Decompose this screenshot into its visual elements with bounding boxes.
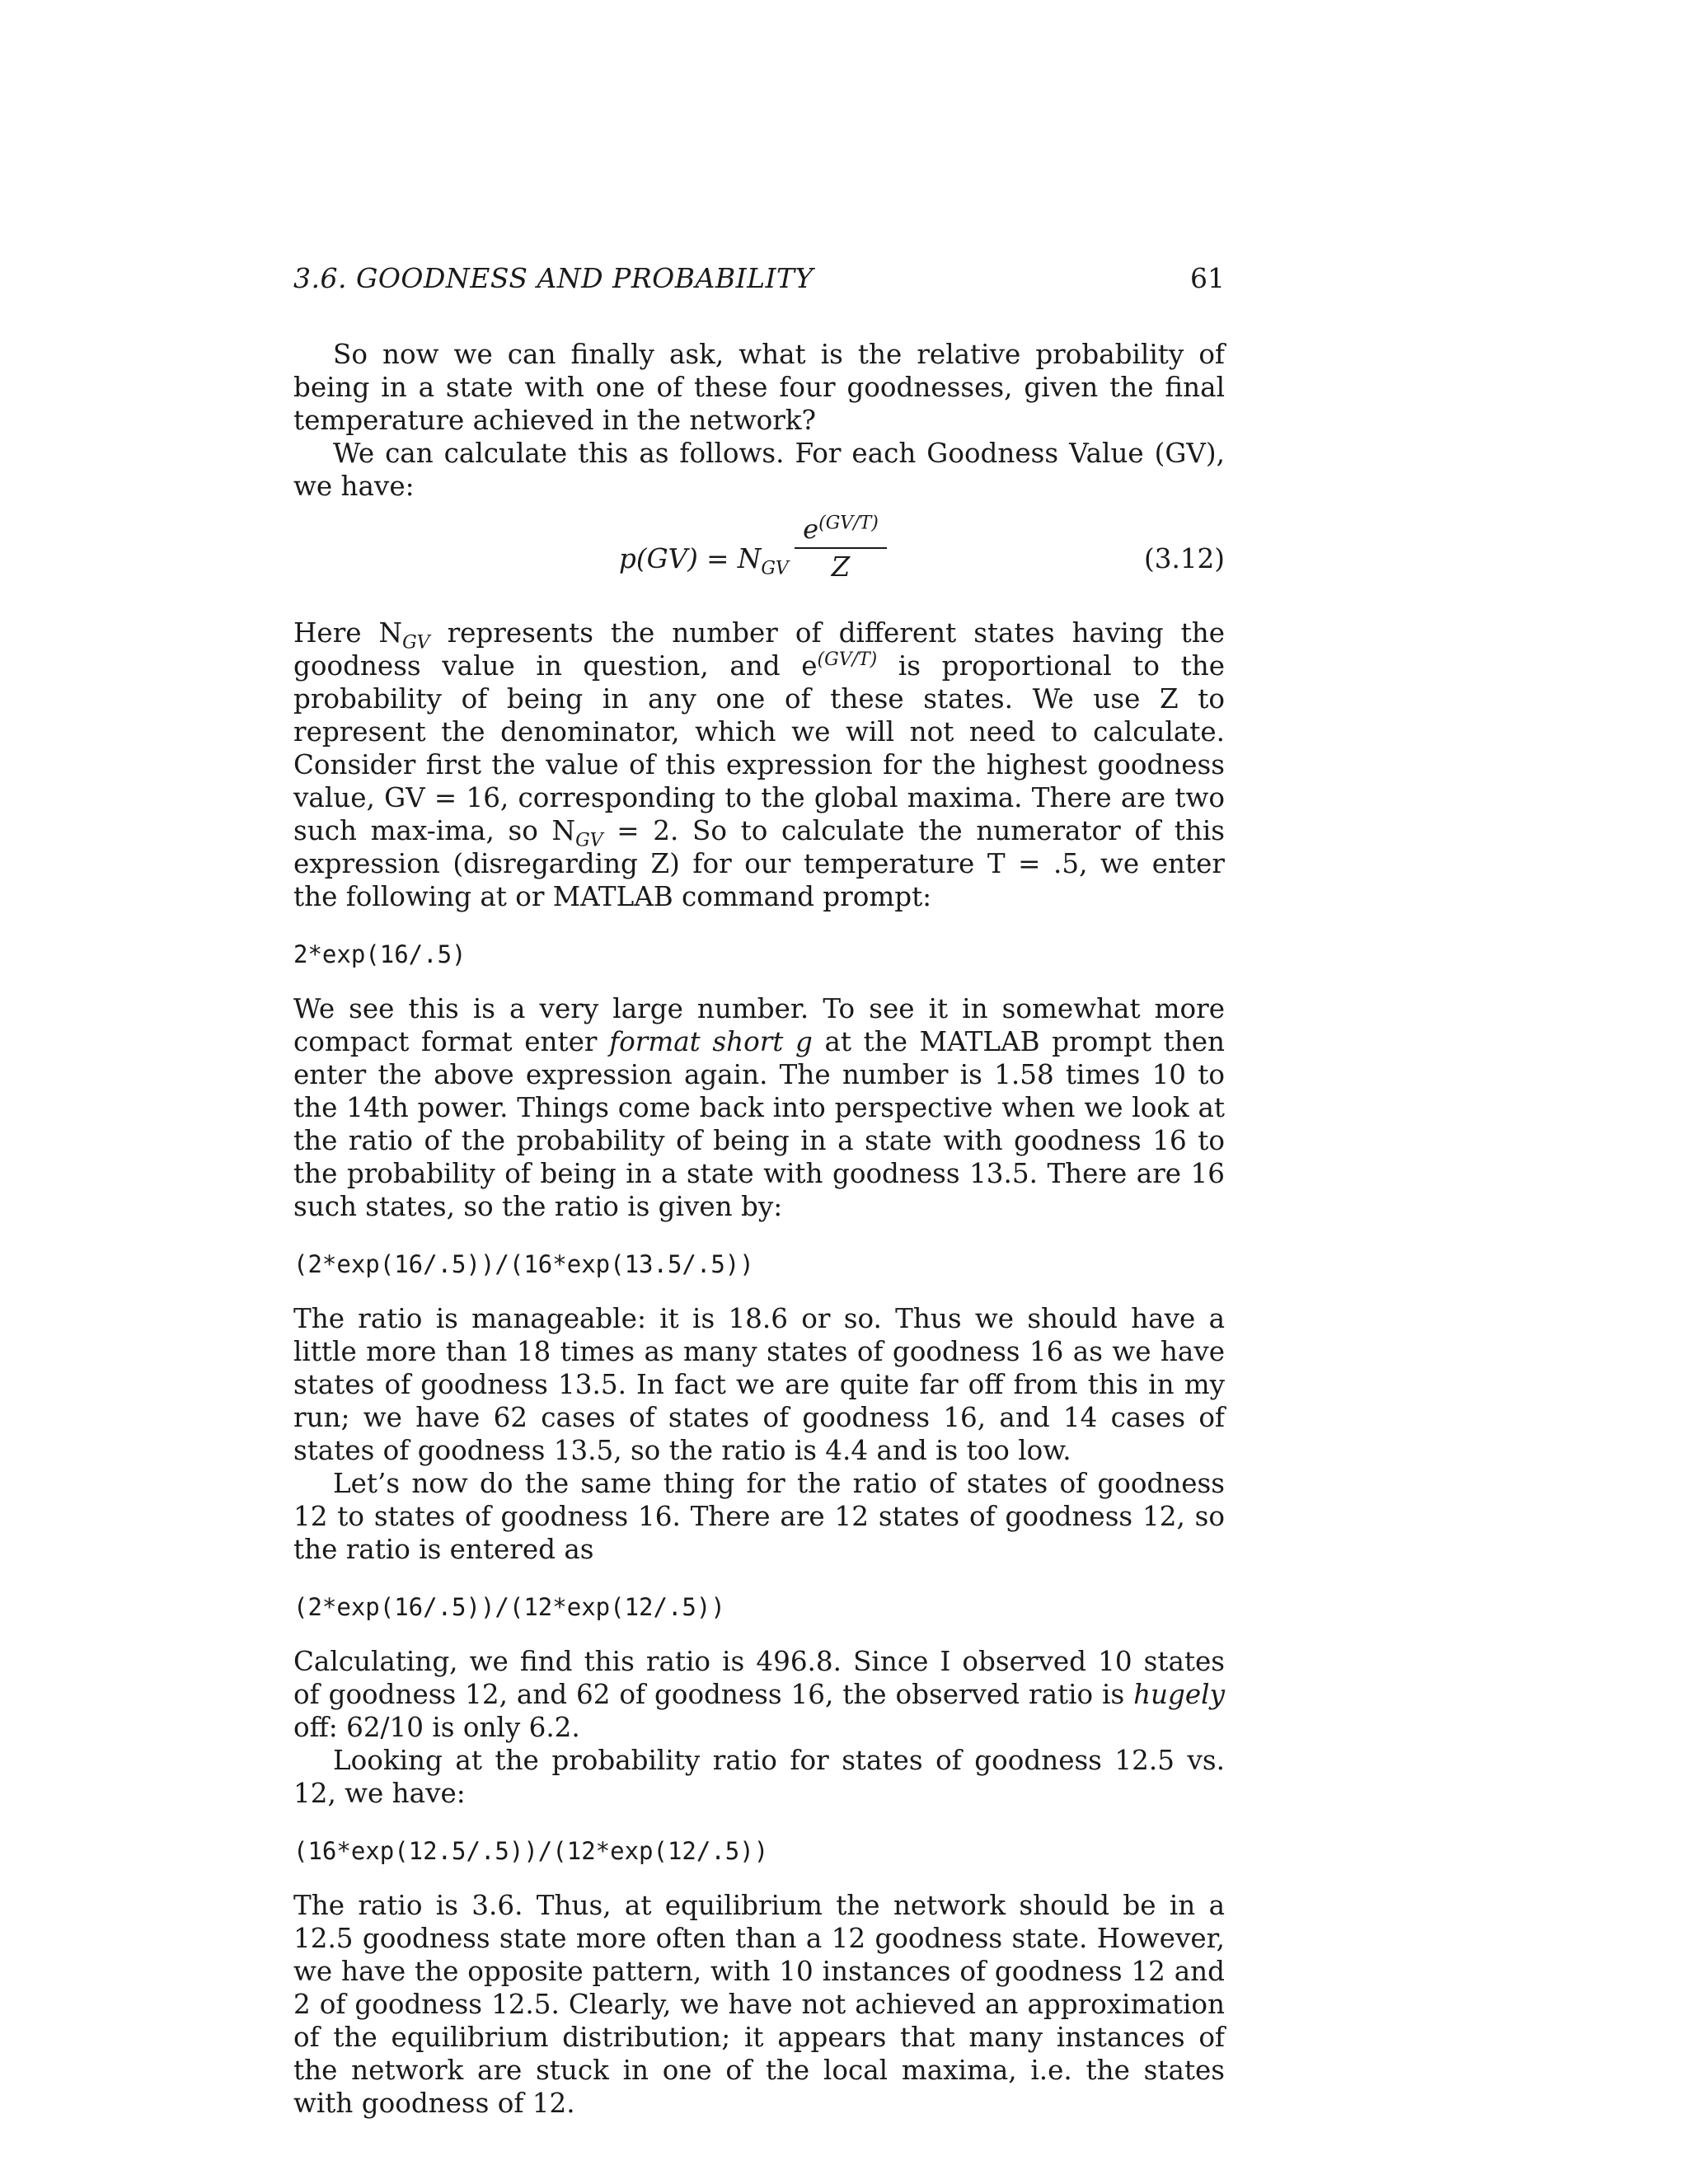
fraction-denominator: Z xyxy=(831,551,851,583)
running-header xyxy=(293,262,1225,303)
paragraph: The ratio is 3.6. Thus, at equilibrium the network should be in a 12.5 goodness state more often than a 12 goodness state. However, we have the opposite pattern, with 10 instances of goodness 12 and 2 of goodness 12.5. Clearly, we have not achieved an approximation of the equilibrium distribution; it appears that many instances of the network are stuck in one of the local maxima, i.e. the states with goodness of 12. xyxy=(293,1890,1225,2119)
code-block: (2*exp(16/.5))/(16*exp(13.5/.5)) xyxy=(293,1250,754,1278)
code-block: (2*exp(16/.5))/(12*exp(12/.5)) xyxy=(293,1593,725,1621)
body-text xyxy=(293,338,1225,2120)
equation-lhs: $p(GV) = N_{GV}$ xyxy=(619,543,789,579)
equation-number: (3.12) xyxy=(1144,543,1225,574)
code-block: (16*exp(12.5/.5))/(12*exp(12/.5)) xyxy=(293,1837,769,1865)
code-block: 2*exp(16/.5) xyxy=(293,940,467,968)
equation-fraction xyxy=(795,513,887,585)
paragraph: Here $N_{GV}$ represents the number of different states having the goodness value in question, and $e^{(GV/T)}$ is proportional to the probability of being in any one of these states. We use Z to represent the denominator, which we will not need to calculate. Consider first the value of this expression for the highest goodness value, GV = 16, corresponding to the global maxima. There are two such max-ima, so $N_{GV} = 2$. So to calculate the numerator of this expression (disregarding Z) for our temperature T = .5, we enter the following at or MATLAB command prompt: xyxy=(293,617,1226,912)
paragraph: The ratio is manageable: it is 18.6 or so. Thus we should have a little more than 18 times as many states of goodness 16 as we have states of goodness 13.5. In fact we are quite far off from this in my run; we have 62 cases of states of goodness 16, and 14 cases of states of goodness 13.5, so the ratio is 4.4 and is too low. xyxy=(293,1303,1225,1466)
paragraph: So now we can finally ask, what is the relative probability of being in a state with one of these four goodnesses, given the final temperature achieved in the network? xyxy=(293,339,1225,436)
paragraph: We see this is a very large number. To see it in somewhat more compact format enter format short g at the MATLAB prompt then enter the above expression again. The number is 1.58 times 10 to the 14th power. Things come back into perspective when we look at the ratio of the probability of being in a state with goodness 16 to the probability of being in a state with goodness 13.5. There are 16 such states, so the ratio is given by: xyxy=(293,993,1226,1222)
fraction-numerator: $e^{(GV/T)}$ xyxy=(803,513,879,545)
paragraph: Calculating, we find this ratio is 496.8. Since I observed 10 states of goodness 12, and 62 of goodness 16, the observed ratio is hugely off: 62/10 is only 6.2. xyxy=(293,1646,1225,1743)
section-title: 3.6. GOODNESS AND PROBABILITY xyxy=(293,262,814,294)
page-number: 61 xyxy=(1190,262,1225,294)
equation-3-12 xyxy=(293,513,1225,612)
paragraph: Looking at the probability ratio for states of goodness 12.5 vs. 12, we have: xyxy=(293,1745,1225,1809)
paragraph: Let’s now do the same thing for the ratio of states of goodness 12 to states of goodness 16. There are 12 states of goodness 12, so the ratio is entered as xyxy=(293,1468,1225,1565)
paragraph: We can calculate this as follows. For each Goodness Value (GV), we have: xyxy=(293,438,1225,502)
